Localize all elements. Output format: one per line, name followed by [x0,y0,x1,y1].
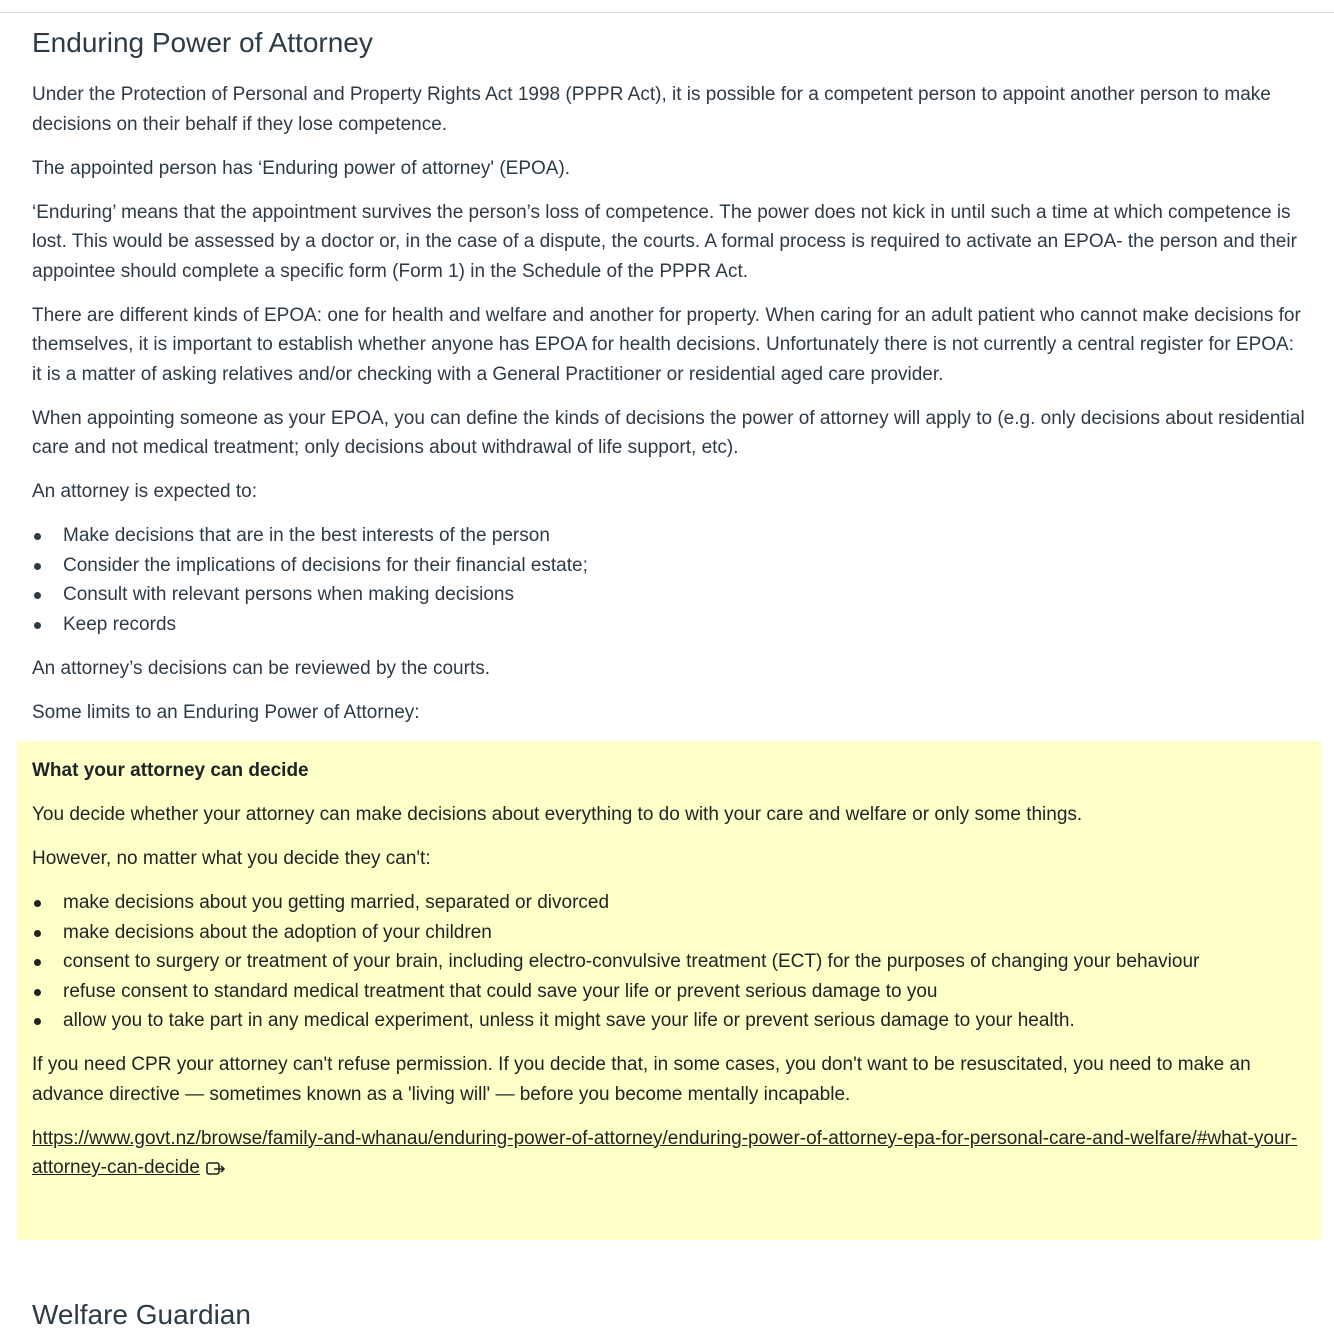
intro-paragraph: When appointing someone as your EPOA, you can define the kinds of decisions the power of attorney will apply to (e.g. only decisions about residential care and not medical treatment; only decisions about withdrawal of life support, etc). [32,407,1305,458]
list-item: Make decisions that are in the best interests of the person [32,521,1307,551]
intro-paragraph: There are different kinds of EPOA: one for health and welfare and another for property. When caring for an adult patient who cannot make decisions for themselves, it is important to establish whether anyone has EPOA for health decisions. Unfortunately there is not currently a central register for EPOA: it is a matter of asking relatives and/or checking with a General Practitioner or residential aged care provider. [32,304,1301,385]
next-section-heading: Welfare Guardian [32,1299,251,1330]
body-paragraph: An attorney’s decisions can be reviewed by the courts. [32,657,491,679]
main-content [32,24,1307,742]
attorney-duties-list [32,521,1307,639]
intro-paragraph: An attorney is expected to: [32,481,257,502]
callout-box [17,741,1321,1240]
callout-paragraph: However, no matter what you decide they can't: [32,848,431,869]
callout-paragraph: If you need CPR your attorney can't refuse permission. If you decide that, in some cases, you don't want to be resuscitated, you need to make an advance directive — sometimes known as a 'living will' — before you become mentally incapable. [32,1054,1251,1105]
external-link-icon[interactable] [206,1156,226,1186]
list-item: make decisions about you getting married, separated or divorced [32,888,1302,918]
list-item: Consult with relevant persons when making decisions [32,580,1307,610]
govt-nz-link[interactable]: https://www.govt.nz/browse/family-and-whanau/enduring-power-of-attorney/enduring-power-of-attorney-epa-for-personal-care-and-welfare/#what-your-attorney-can-decide [32,1127,1298,1178]
list-item: refuse consent to standard medical treatment that could save your life or prevent serious damage to you [32,977,1302,1007]
list-item: allow you to take part in any medical experiment, unless it might save your life or prevent serious damage to your health. [32,1006,1302,1036]
attorney-limits-list [32,888,1302,1036]
list-item: Keep records [32,610,1307,640]
link-paragraph [32,1124,1302,1186]
page-title: Enduring Power of Attorney [32,27,373,58]
callout-paragraph: You decide whether your attorney can make decisions about everything to do with your care and welfare or only some things. [32,804,1083,825]
top-divider [0,12,1334,13]
list-item: make decisions about the adoption of your children [32,918,1302,948]
intro-paragraph: The appointed person has ‘Enduring power of attorney' (EPOA). [32,157,571,179]
callout-title: What your attorney can decide [32,760,309,781]
intro-paragraph: ‘Enduring’ means that the appointment survives the person’s loss of competence. The power does not kick in until such a time at which competence is lost. This would be assessed by a doctor or, in the case of a dispute, the courts. A formal process is required to activate an EPOA- the person and their appointee should complete a specific form (Form 1) in the Schedule of the PPPR Act. [32,201,1297,282]
callout-content [32,756,1302,1200]
list-item: consent to surgery or treatment of your brain, including electro-convulsive treatment (ECT) for the purposes of changing your behaviour [32,947,1302,977]
intro-paragraph: Under the Protection of Personal and Property Rights Act 1998 (PPPR Act), it is possible for a competent person to appoint another person to make decisions on their behalf if they lose competence. [32,84,1271,135]
body-paragraph: Some limits to an Enduring Power of Attorney: [32,701,420,723]
list-item: Consider the implications of decisions for their financial estate; [32,551,1307,581]
